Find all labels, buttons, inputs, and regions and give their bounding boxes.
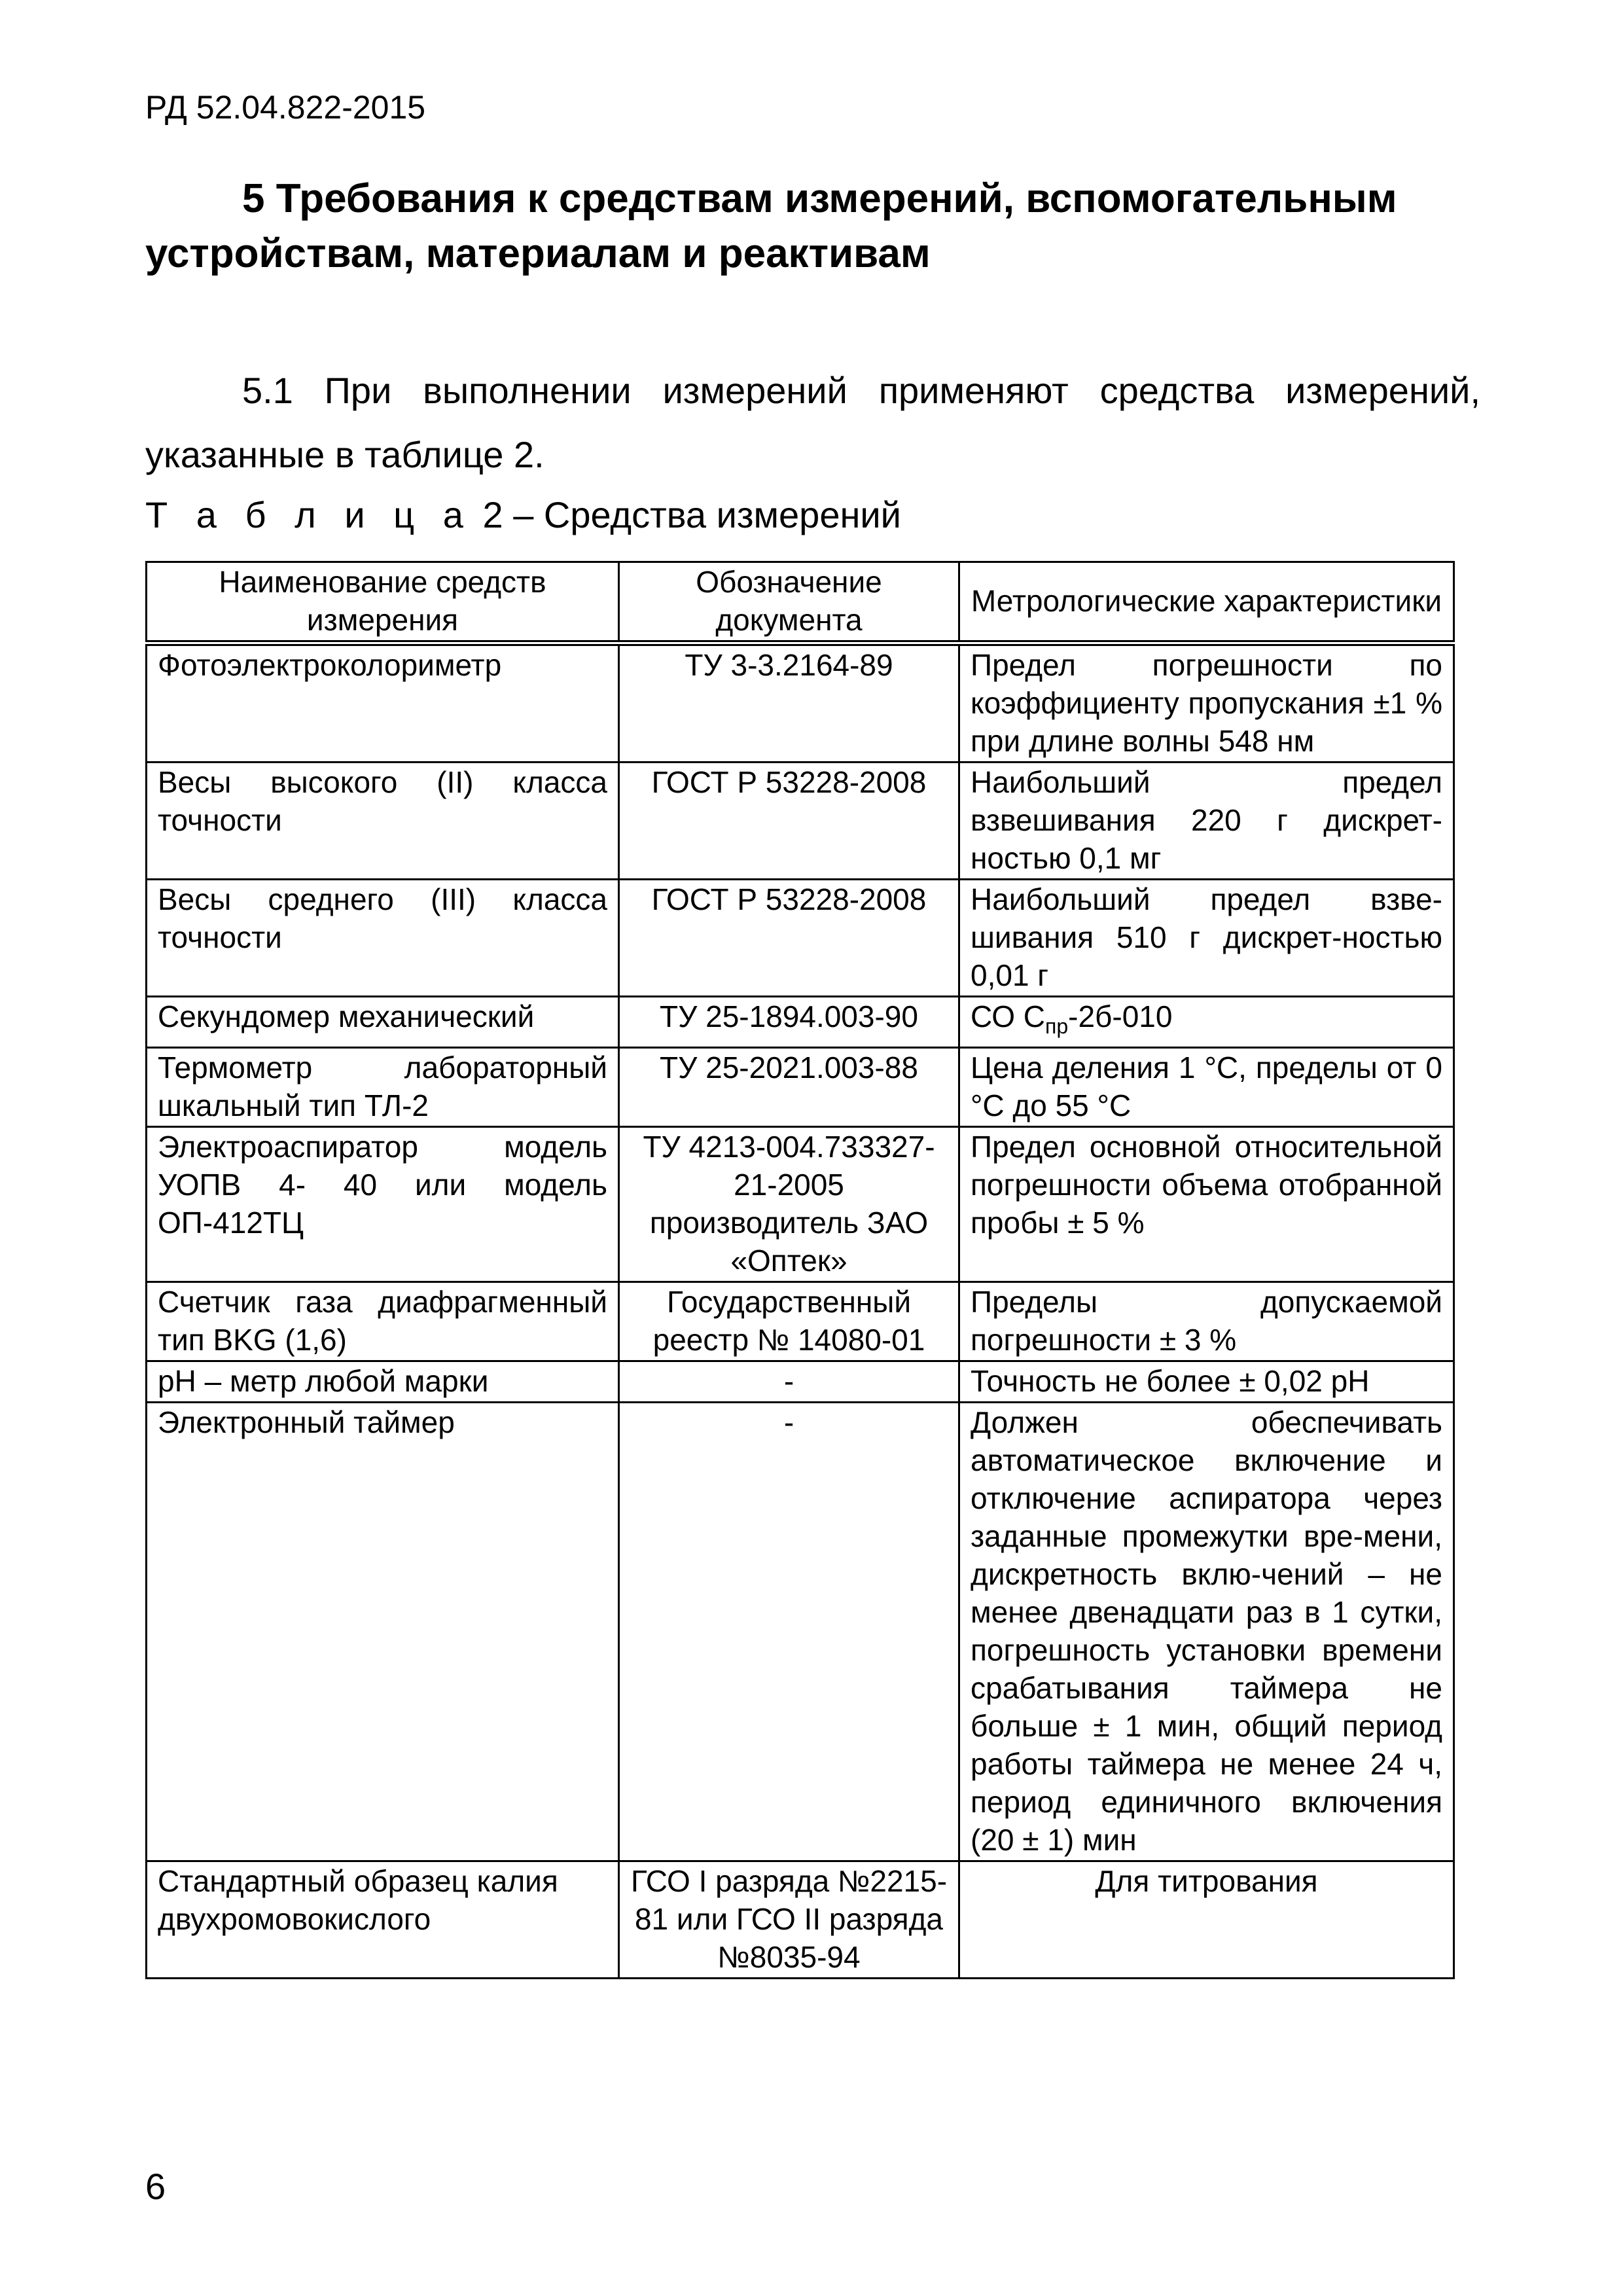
section-heading-line-2: устройствам, материалам и реактивам bbox=[145, 231, 931, 276]
section-heading bbox=[145, 171, 1480, 281]
cell-characteristics: Должен обеспечивать автоматическое включение и отключение аспиратора через заданные промежутки вре-мени, дискретность вклю-чений – не менее двенадцати раз в 1 сутки, погрешность установки времени срабатывания таймера не больше ± 1 мин, общий период работы таймера не менее 24 ч, период единичного включения (20 ± 1) мин bbox=[959, 1403, 1454, 1861]
cell-characteristics: Пределы допускаемой погрешности ± 3 % bbox=[959, 1282, 1454, 1361]
cell-name: Весы высокого (II) класса точности bbox=[147, 762, 619, 880]
table-caption-label: Т а б л и ц а bbox=[145, 494, 473, 535]
cell-characteristics: Для титрования bbox=[959, 1861, 1454, 1979]
cell-characteristics: Наибольший предел взвешивания 220 г дискрет-ностью 0,1 мг bbox=[959, 762, 1454, 880]
table-caption bbox=[145, 493, 901, 536]
cell-name: Термометр лабораторный шкальный тип ТЛ-2 bbox=[147, 1048, 619, 1127]
paragraph-5-1: 5.1 При выполнении измерений применяют средства измерений, указанные в таблице 2. bbox=[145, 370, 1480, 475]
cell-characteristics bbox=[959, 997, 1454, 1048]
table-row bbox=[147, 1282, 1454, 1361]
document-code: РД 52.04.822-2015 bbox=[145, 89, 426, 126]
measurement-instruments-table bbox=[145, 561, 1455, 1979]
cell-name: Стандартный образец калия двухромовокислого bbox=[147, 1861, 619, 1979]
table-row bbox=[147, 643, 1454, 762]
cell-document: ГОСТ Р 53228-2008 bbox=[619, 762, 959, 880]
table-row bbox=[147, 880, 1454, 997]
header-document: Обозначение документа bbox=[619, 562, 959, 643]
cell-document: ТУ 25-2021.003-88 bbox=[619, 1048, 959, 1127]
cell-name: Весы среднего (III) класса точности bbox=[147, 880, 619, 997]
section-heading-line-1: 5 Требования к средствам измерений, вспомогательным bbox=[242, 176, 1397, 221]
cell-document: - bbox=[619, 1361, 959, 1403]
cell-name: Электроаспиратор модель УОПВ 4- 40 или модель ОП-412ТЦ bbox=[147, 1127, 619, 1282]
header-characteristics: Метрологические характеристики bbox=[959, 562, 1454, 643]
table-row bbox=[147, 1127, 1454, 1282]
cell-document: ТУ 4213-004.733327-21-2005 производитель ЗАО «Оптек» bbox=[619, 1127, 959, 1282]
cell-name: рН – метр любой марки bbox=[147, 1361, 619, 1403]
cell-name: Электронный таймер bbox=[147, 1403, 619, 1861]
cell-characteristics: Предел основной относительной погрешности объема отобранной пробы ± 5 % bbox=[959, 1127, 1454, 1282]
cell-name: Счетчик газа диафрагменный тип BKG (1,6) bbox=[147, 1282, 619, 1361]
table-row bbox=[147, 997, 1454, 1048]
cell-characteristics: Точность не более ± 0,02 рН bbox=[959, 1361, 1454, 1403]
spec-subscript: пр bbox=[1045, 1014, 1069, 1039]
table-caption-text: 2 – Средства измерений bbox=[482, 494, 901, 535]
cell-document: ГОСТ Р 53228-2008 bbox=[619, 880, 959, 997]
table-row bbox=[147, 1403, 1454, 1861]
cell-name: Секундомер механический bbox=[147, 997, 619, 1048]
cell-document: ГСО I разряда №2215-81 или ГСО II разряда №8035-94 bbox=[619, 1861, 959, 1979]
cell-document: ТУ 25-1894.003-90 bbox=[619, 997, 959, 1048]
table-header-row bbox=[147, 562, 1454, 643]
cell-document: - bbox=[619, 1403, 959, 1861]
table-row bbox=[147, 1861, 1454, 1979]
table-row bbox=[147, 1048, 1454, 1127]
spec-prefix: СО С bbox=[971, 999, 1045, 1033]
cell-document: ТУ 3-3.2164-89 bbox=[619, 643, 959, 762]
header-instrument-name: Наименование средств измерения bbox=[147, 562, 619, 643]
cell-document: Государственный реестр № 14080-01 bbox=[619, 1282, 959, 1361]
cell-characteristics: Цена деления 1 °С, пределы от 0 °С до 55 °С bbox=[959, 1048, 1454, 1127]
cell-name: Фотоэлектроколориметр bbox=[147, 643, 619, 762]
table-row bbox=[147, 762, 1454, 880]
page-number: 6 bbox=[145, 2166, 166, 2207]
spec-suffix: -2б-010 bbox=[1068, 999, 1173, 1033]
cell-characteristics: Наибольший предел взве-шивания 510 г дискрет-ностью 0,01 г bbox=[959, 880, 1454, 997]
cell-characteristics: Предел погрешности по коэффициенту пропускания ±1 % при длине волны 548 нм bbox=[959, 643, 1454, 762]
table-row bbox=[147, 1361, 1454, 1403]
